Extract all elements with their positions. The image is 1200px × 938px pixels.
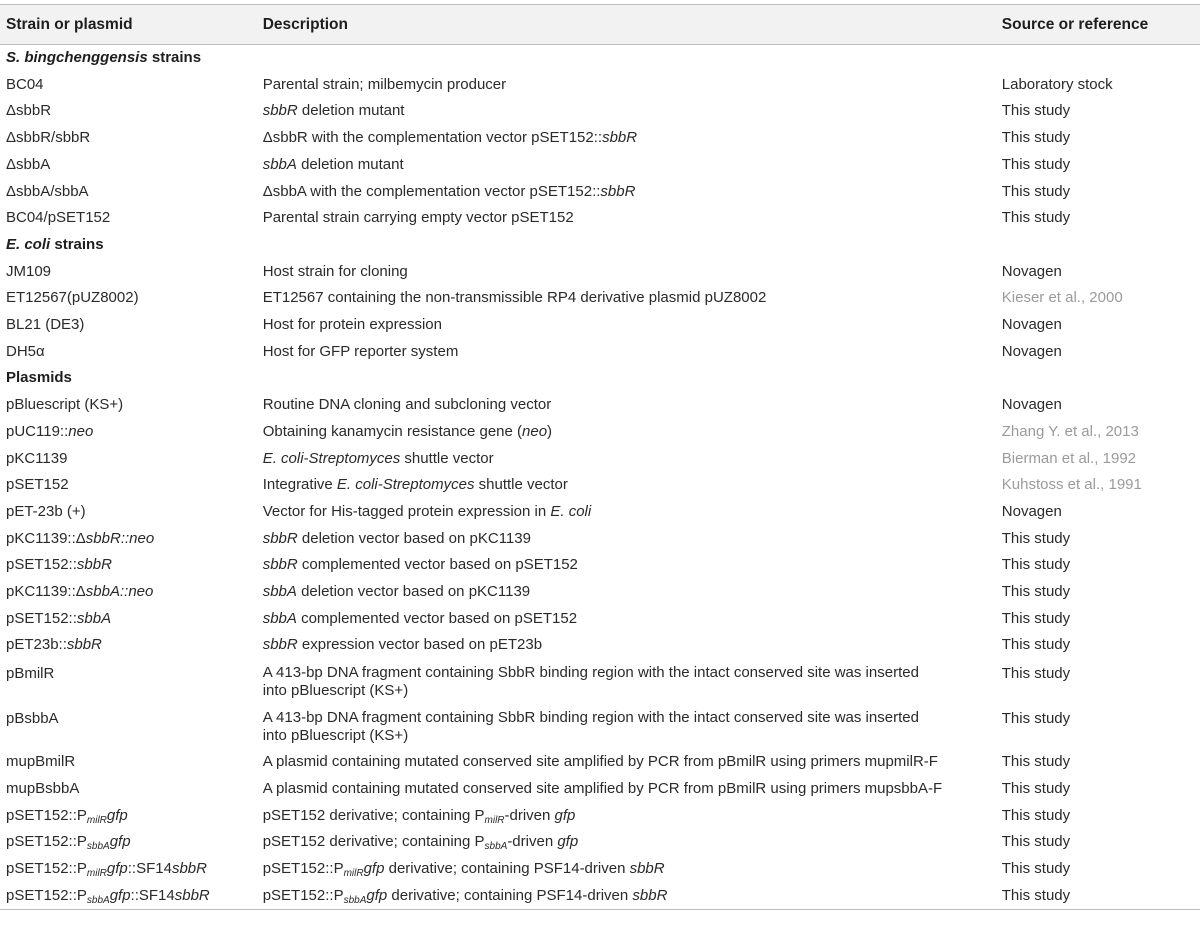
strain-name: ET12567(pUZ8002) <box>6 289 139 307</box>
strain-name: ΔsbbR/sbbR <box>6 129 91 147</box>
table-row <box>0 883 1200 910</box>
strain-name: $pSET152::P_{sbbA}gfp::SF14sbbR$ <box>0 883 257 910</box>
section-title: E. coli strains <box>6 235 104 253</box>
description: Vector for His-tagged protein expression in E. coli <box>262 502 592 520</box>
description: ET12567 containing the non-transmissible RP4 derivative plasmid pUZ8002 <box>262 289 767 307</box>
strain-name: pSET152::sbbA <box>6 609 112 627</box>
strain-name: pKC1139 <box>6 449 68 467</box>
source: Novagen <box>1001 316 1062 334</box>
reference-link[interactable]: Kieser et al., 2000 <box>1001 289 1123 307</box>
strain-name: $pSET152::P_{milR}gfp::SF14sbbR$ <box>6 859 207 879</box>
strain-name: mupBsbbA <box>6 779 80 797</box>
table-row <box>0 125 1200 152</box>
source: This study <box>1001 556 1071 574</box>
description: pSET152 derivative; containing $P_{sbbA}$-driven gfp <box>262 833 579 853</box>
strain-name: pBluescript (KS+) <box>6 396 124 414</box>
table-row <box>0 749 1200 776</box>
table-row <box>0 499 1200 526</box>
description: Parental strain carrying empty vector pSET152 <box>262 209 574 227</box>
column-header-strain: Strain or plasmid <box>0 5 257 45</box>
strain-name: pKC1139::ΔsbbA::neo <box>6 583 154 601</box>
table-row <box>0 552 1200 579</box>
source: This study <box>1001 753 1071 771</box>
section-row <box>0 365 1200 392</box>
source: This study <box>1001 182 1071 200</box>
strain-name: pET23b::sbbR <box>6 636 102 654</box>
table-row <box>0 419 1200 446</box>
description: sbbA deletion mutant <box>262 155 404 173</box>
strain-name: mupBmilR <box>6 753 76 771</box>
strain-name: pBmilR <box>6 665 55 683</box>
table-row <box>0 285 1200 312</box>
description: Obtaining kanamycin resistance gene (neo) <box>262 422 553 440</box>
section-title: Plasmids <box>6 369 72 387</box>
description: Routine DNA cloning and subcloning vector <box>262 396 552 414</box>
table-row <box>0 312 1200 339</box>
source: This study <box>1001 583 1071 601</box>
strain-name: BC04/pSET152 <box>6 209 111 227</box>
source: This study <box>1001 102 1071 120</box>
source: Laboratory stock <box>1001 75 1113 93</box>
source: This study <box>1001 209 1071 227</box>
description: sbbR complemented vector based on pSET152 <box>262 556 578 574</box>
table-row <box>0 339 1200 366</box>
strain-name: ΔsbbA/sbbA <box>6 182 89 200</box>
source: This study <box>1001 710 1071 728</box>
strain-name: ΔsbbR <box>6 102 52 120</box>
table-row <box>0 526 1200 553</box>
strain-name: pSET152::sbbR <box>6 556 112 574</box>
section-row <box>0 45 1200 72</box>
strain-name: pSET152 <box>6 476 69 494</box>
strain-name: BC04 <box>6 75 44 93</box>
description: A 413-bp DNA fragment containing SbbR binding region with the intact conserved site was inserted into pBluescript (KS+) <box>262 664 919 699</box>
reference-link[interactable]: Kuhstoss et al., 1991 <box>1001 476 1142 494</box>
strain-name: $pSET152::P_{sbbA}gfp$ <box>6 833 131 853</box>
description: Host strain for cloning <box>262 262 408 280</box>
source: This study <box>1001 859 1071 877</box>
description: sbbA deletion vector based on pKC1139 <box>262 583 531 601</box>
source: This study <box>1001 529 1071 547</box>
strain-name: pBsbbA <box>6 710 59 728</box>
description: Parental strain; milbemycin producer <box>262 75 507 93</box>
strain-name: BL21 (DE3) <box>6 316 85 334</box>
column-header-source: Source or reference <box>996 5 1200 45</box>
source: Novagen <box>1001 342 1062 360</box>
source: This study <box>1001 609 1071 627</box>
description: sbbR expression vector based on pET23b <box>262 636 543 654</box>
source: This study <box>1001 833 1071 851</box>
table-row <box>0 259 1200 286</box>
source: This study <box>1001 155 1071 173</box>
table-row <box>0 803 1200 830</box>
table-row <box>0 856 1200 883</box>
description: A plasmid containing mutated conserved site amplified by PCR from pBmilR using primers mupsbbA-F <box>262 779 943 797</box>
table-row <box>0 205 1200 232</box>
description: sbbA complemented vector based on pSET152 <box>262 609 578 627</box>
table-row <box>0 579 1200 606</box>
source: This study <box>1001 779 1071 797</box>
strain-name: pET-23b (+) <box>6 502 86 520</box>
description: ΔsbbA with the complementation vector pSET152::sbbR <box>262 182 636 200</box>
strain-name: DH5α <box>6 342 45 360</box>
column-header-description: Description <box>257 5 996 45</box>
strain-name: $pSET152::P_{milR}gfp$ <box>6 806 128 826</box>
table-row <box>0 179 1200 206</box>
table-row <box>0 829 1200 856</box>
strain-plasmid-table <box>0 4 1200 910</box>
description: ΔsbbR with the complementation vector pSET152::sbbR <box>262 129 638 147</box>
table-row <box>0 152 1200 179</box>
description: sbbR deletion vector based on pKC1139 <box>262 529 531 547</box>
table-row <box>0 392 1200 419</box>
description: pSET152 derivative; containing $P_{milR}$-driven gfp <box>262 806 576 826</box>
table-row <box>0 472 1200 499</box>
description: $pSET152::P_{sbbA}gfp$ derivative; containing PSF14-driven sbbR <box>257 883 996 910</box>
header-row <box>0 5 1200 45</box>
strain-name: JM109 <box>6 262 52 280</box>
source: Novagen <box>1001 502 1062 520</box>
source: This study <box>1001 665 1071 683</box>
section-row <box>0 232 1200 259</box>
table-row <box>0 72 1200 99</box>
description: Integrative E. coli-Streptomyces shuttle vector <box>262 476 568 494</box>
section-title: S. bingchenggensis strains <box>6 49 202 66</box>
strain-name: ΔsbbA <box>6 155 51 173</box>
description: $pSET152::P_{milR}gfp$ derivative; containing PSF14-driven sbbR <box>262 859 665 879</box>
source: Novagen <box>1001 262 1062 280</box>
table-row <box>0 606 1200 633</box>
strain-name: pKC1139::ΔsbbR::neo <box>6 529 155 547</box>
description: Host for protein expression <box>262 316 442 334</box>
source: This study <box>1001 636 1071 654</box>
table-row <box>0 659 1200 704</box>
table-row <box>0 632 1200 659</box>
table-row <box>0 446 1200 473</box>
description: sbbR deletion mutant <box>262 102 405 120</box>
source: This study <box>1001 129 1071 147</box>
table-row <box>0 704 1200 749</box>
description: A plasmid containing mutated conserved site amplified by PCR from pBmilR using primers mupmilR-F <box>262 753 938 771</box>
reference-link[interactable]: Bierman et al., 1992 <box>1001 449 1137 467</box>
reference-link[interactable]: Zhang Y. et al., 2013 <box>1001 422 1139 440</box>
source: This study <box>1001 806 1071 824</box>
source: This study <box>996 883 1200 910</box>
table-row <box>0 776 1200 803</box>
description: E. coli-Streptomyces shuttle vector <box>262 449 494 467</box>
table-row <box>0 98 1200 125</box>
strain-name: pUC119::neo <box>6 422 94 440</box>
source: Novagen <box>1001 396 1062 414</box>
description: A 413-bp DNA fragment containing SbbR binding region with the intact conserved site was inserted into pBluescript (KS+) <box>262 709 919 744</box>
description: Host for GFP reporter system <box>262 342 459 360</box>
